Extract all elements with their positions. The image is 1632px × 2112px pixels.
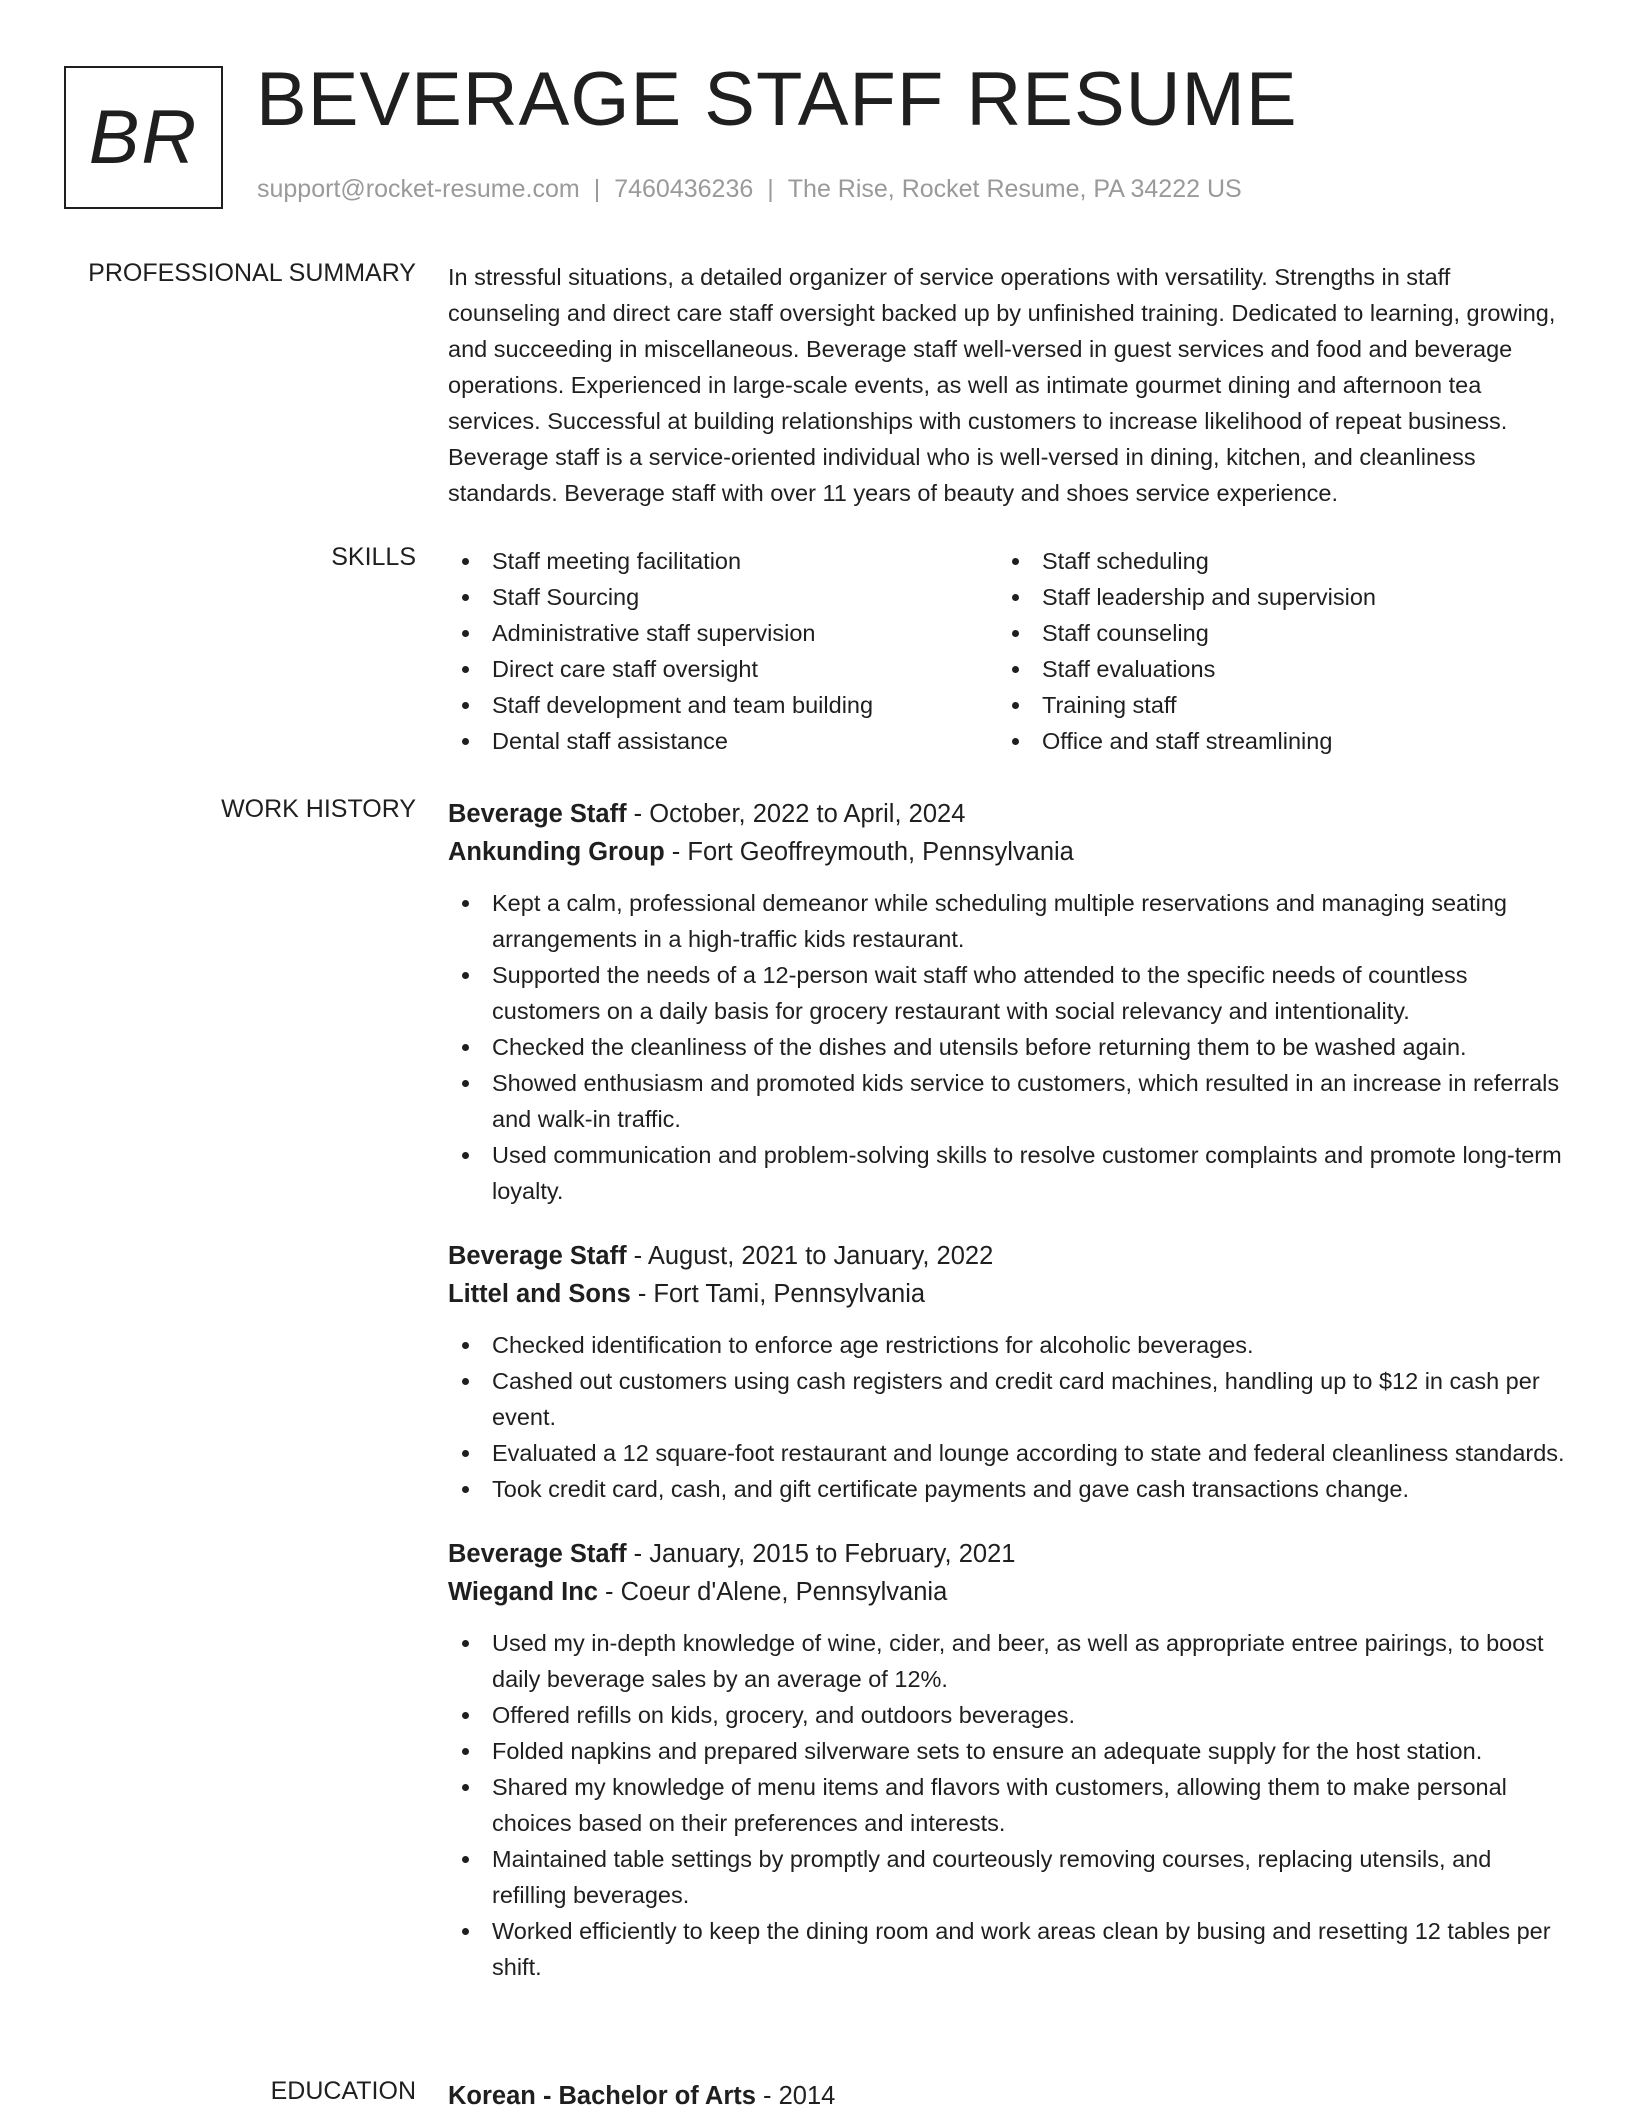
job-bullet: Used communication and problem-solving skills to resolve customer complaints and promote long-term loyalty. [448,1137,1566,1209]
skills-heading: SKILLS [331,543,416,571]
job-title: Beverage Staff [448,800,627,828]
skill-item: Administrative staff supervision [448,615,998,651]
job-bullets [448,1327,1566,1507]
skill-item: Staff leadership and supervision [998,579,1548,615]
job-bullets [448,885,1566,1209]
job-location: - Coeur d'Alene, Pennsylvania [597,1578,948,1606]
job-company-line [448,1275,1566,1313]
job-bullet: Folded napkins and prepared silverware sets to ensure an adequate supply for the host station. [448,1733,1566,1769]
job-bullet: Maintained table settings by promptly and courteously removing courses, replacing utensils, and refilling beverages. [448,1841,1566,1913]
education-entry [448,2077,1566,2112]
skill-item: Staff evaluations [998,651,1548,687]
monogram-initials: BR [88,94,199,180]
skill-item: Staff Sourcing [448,579,998,615]
job-bullet: Supported the needs of a 12-person wait staff who attended to the specific needs of countless customers on a daily basis for grocery restaurant with social relevancy and intentionality. [448,957,1566,1029]
job-entry [448,795,1566,1209]
skills-list-right [998,543,1548,759]
job-bullets [448,1625,1566,1985]
job-entry [448,1237,1566,1507]
job-company: Wiegand Inc [448,1578,598,1606]
job-company: Ankunding Group [448,838,665,866]
skill-item: Training staff [998,687,1548,723]
education-year: - 2014 [755,2082,836,2110]
job-company-line [448,1573,1566,1611]
skills-list-left [448,543,998,759]
job-bullet: Evaluated a 12 square-foot restaurant and lounge according to state and federal cleanliness standards. [448,1435,1566,1471]
job-location: - Fort Tami, Pennsylvania [630,1280,926,1308]
job-entry [448,1535,1566,1985]
job-company: Littel and Sons [448,1280,631,1308]
job-title: Beverage Staff [448,1540,627,1568]
job-title-line [448,1535,1566,1573]
job-dates: - January, 2015 to February, 2021 [626,1540,1016,1568]
job-bullet: Took credit card, cash, and gift certificate payments and gave cash transactions change. [448,1471,1566,1507]
job-title-line [448,795,1566,833]
monogram-box [64,66,223,209]
job-dates: - October, 2022 to April, 2024 [626,800,966,828]
work-history-body [448,795,1566,2013]
summary-heading: PROFESSIONAL SUMMARY [88,259,416,287]
work-history-heading: WORK HISTORY [221,795,416,823]
job-location: - Fort Geoffreymouth, Pennsylvania [664,838,1074,866]
skill-item: Direct care staff oversight [448,651,998,687]
education-degree: Korean - Bachelor of Arts [448,2082,756,2110]
job-bullet: Worked efficiently to keep the dining room and work areas clean by busing and resetting 12 tables per shift. [448,1913,1566,1985]
skill-item: Dental staff assistance [448,723,998,759]
job-bullet: Checked the cleanliness of the dishes and utensils before returning them to be washed again. [448,1029,1566,1065]
job-bullet: Offered refills on kids, grocery, and outdoors beverages. [448,1697,1566,1733]
job-bullet: Kept a calm, professional demeanor while scheduling multiple reservations and managing seating arrangements in a high-traffic kids restaurant. [448,885,1566,957]
contact-email: support@rocket-resume.com [257,175,580,203]
job-bullet: Cashed out customers using cash registers and credit card machines, handling up to $12 in cash per event. [448,1363,1566,1435]
job-dates: - August, 2021 to January, 2022 [626,1242,994,1270]
job-bullet: Checked identification to enforce age restrictions for alcoholic beverages. [448,1327,1566,1363]
skill-item: Staff meeting facilitation [448,543,998,579]
skill-item: Staff development and team building [448,687,998,723]
job-company-line [448,833,1566,871]
skill-item: Office and staff streamlining [998,723,1548,759]
contact-separator: | [767,175,774,203]
skill-item: Staff counseling [998,615,1548,651]
contact-phone: 7460436236 [614,175,754,203]
skill-item: Staff scheduling [998,543,1548,579]
job-title: Beverage Staff [448,1242,627,1270]
job-bullet: Shared my knowledge of menu items and flavors with customers, allowing them to make personal choices based on their preferences and interests. [448,1769,1566,1841]
job-title-line [448,1237,1566,1275]
education-body [448,2077,1566,2112]
skills-body [448,543,1566,759]
skills-columns [448,543,1566,759]
education-heading: EDUCATION [270,2077,416,2105]
summary-text: In stressful situations, a detailed organizer of service operations with versatility. Strengths in staff counseling and direct care staff oversight backed up by unfinished training. Dedicated to learning, growing, and succeeding in miscellaneous. Beverage staff well-versed in guest services and food and beverage operations. Experienced in large-scale events, as well as intimate gourmet dining and afternoon tea services. Successful at building relationships with customers to increase likelihood of repeat business. Beverage staff is a service-oriented individual who is well-versed in dining, kitchen, and cleanliness standards. Beverage staff with over 11 years of beauty and shoes service experience. [448,264,1556,506]
job-bullet: Showed enthusiasm and promoted kids service to customers, which resulted in an increase in referrals and walk-in traffic. [448,1065,1566,1137]
resume-title: BEVERAGE STAFF RESUME [256,57,1298,142]
contact-line [257,175,1242,204]
job-bullet: Used my in-depth knowledge of wine, cider, and beer, as well as appropriate entree pairings, to boost daily beverage sales by an average of 12%. [448,1625,1566,1697]
contact-separator: | [593,175,601,203]
contact-address: The Rise, Rocket Resume, PA 34222 US [787,175,1242,203]
